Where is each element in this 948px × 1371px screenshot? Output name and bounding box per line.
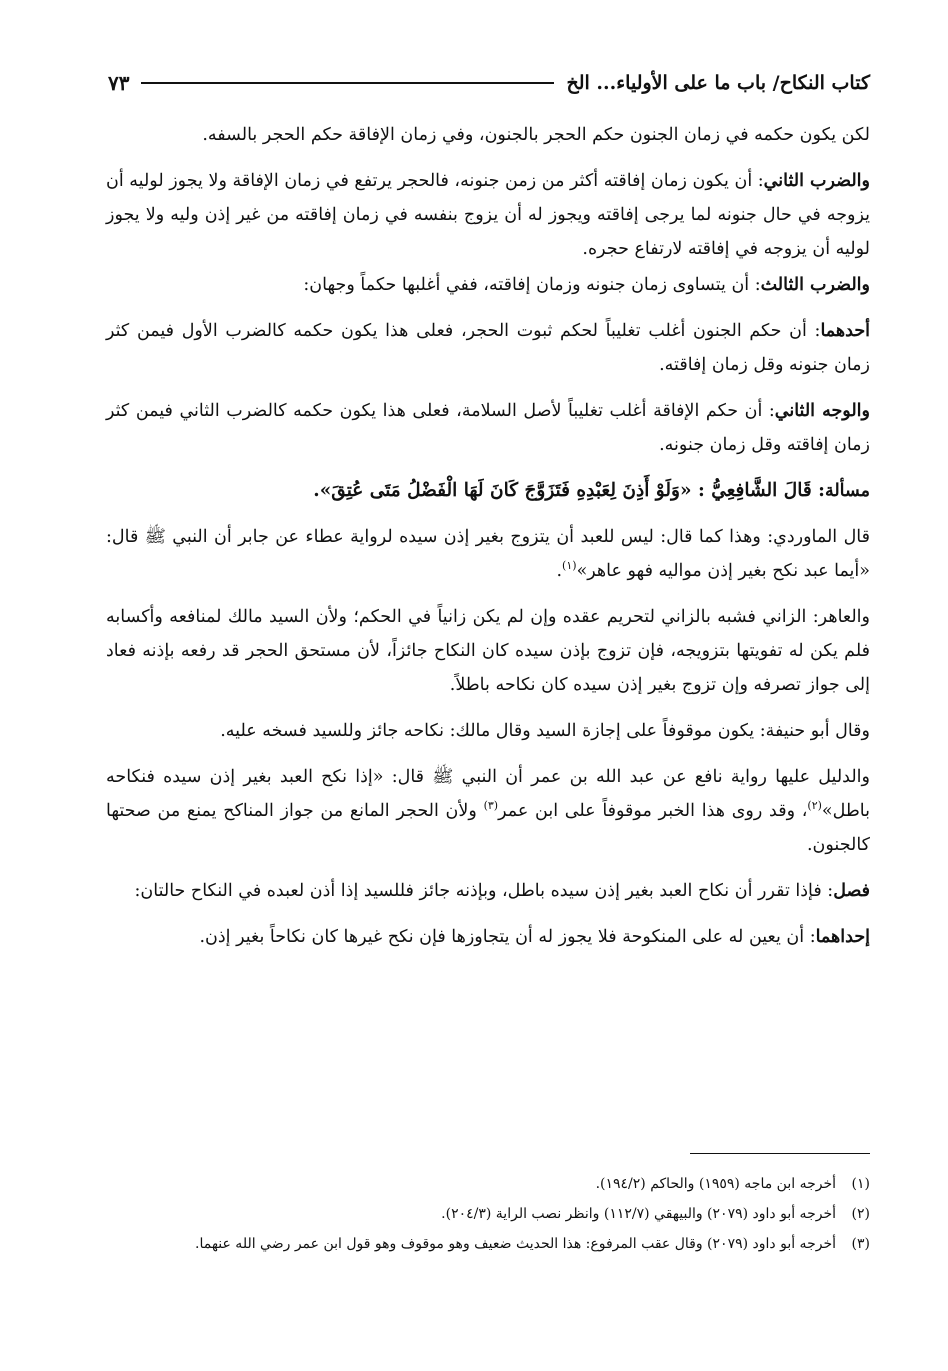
page-header [108,66,870,100]
paragraph-first-case [106,920,870,954]
paragraph-text: والدليل عليها رواية نافع عن عبد الله بن عمر أن النبي ﷺ قال: «إذا نكح العبد بغير إذن سيده فنكاحه باطل» [106,767,870,821]
footnote-ref-2: (٢) [807,799,822,813]
paragraph-text: : أن يتساوى زمان جنونه وزمان إفاقته، ففي أغلبها حكماً وجهان: [303,275,761,295]
paragraph-evidence [106,760,870,862]
running-title: كتاب النكاح/ باب ما على الأولياء... الخ [566,72,870,94]
paragraph-fasl [106,874,870,908]
paragraph-lead: فصل [833,881,870,901]
paragraph-text: : أن حكم الجنون أغلب تغليباً لحكم ثبوت الحجر، فعلى هذا يكون حكمه كالضرب الأول فيمن كثر زمان جنونه وقل زمان إفاقته. [106,321,870,375]
paragraph-lead: والوجه الثاني [774,401,870,421]
page-number: ٧٣ [108,71,130,95]
footnote-text: أخرجه ابن ماجه (١٩٥٩) والحاكم (١٩٤/٢). [595,1176,836,1192]
paragraph-first-view [106,314,870,382]
footnote-text: أخرجه أبو داود (٢٠٧٩) والبيهقي (١١٢/٧) وانظر نصب الراية (٢٠٤/٣). [441,1206,836,1222]
shafii-quote: : قَالَ الشَّافِعِيُّ : «وَلَوْ أَذِنَ لِعَبْدِهِ فَتَزَوَّجَ كَانَ لَهَا الْفَضْلُ مَتَى عُتِقَ». [313,480,825,501]
paragraph-text: قال الماوردي: وهذا كما قال: ليس للعبد أن يتزوج بغير إذن سيده لرواية عطاء عن جابر أن النبي ﷺ قال: «أيما عبد نكح بغير إذن مواليه فهو عاهر» [106,527,870,581]
paragraph-masala [106,474,870,508]
paragraph-text: : فإذا تقرر أن نكاح العبد بغير إذن سيده باطل، وبإذنه جائز فللسيد إذا أذن لعبده في النكاح حالتان: [134,881,834,901]
paragraph-text-end: . [556,561,563,581]
paragraph-text: وقال أبو حنيفة: يكون موقوفاً على إجازة السيد وقال مالك: نكاحه جائز وللسيد فسخه عليه. [220,721,870,741]
paragraph-lead: أحدهما [820,321,870,341]
paragraph-lead: مسألة [824,481,870,501]
footnote-item [106,1200,870,1228]
footnote-text: أخرجه أبو داود (٢٠٧٩) وقال عقب المرفوع: هذا الحديث ضعيف وهو موقوف وهو قول ابن عمر رضي الله عنهما. [195,1236,836,1252]
paragraph-aahir [106,600,870,702]
paragraph-text: ، وقد روى هذا الخبر موقوفاً على ابن عمر [498,801,808,821]
paragraph-text: : أن يعين له على المنكوحة فلا يجوز له أن يتجاوزها فإن نكح غيرها كان نكاحاً بغير إذن. [199,927,816,947]
footnote-number: (١) [851,1176,870,1192]
footnotes [106,1170,870,1260]
footnote-ref-1: (١) [562,559,577,573]
footnote-item [106,1230,870,1258]
footnote-separator [690,1153,870,1154]
paragraph-text: ولأن الحجر المانع من جواز المناكح يمنع من صحتها كالجنون. [106,801,870,855]
paragraph-lead: والضرب الثاني [763,171,870,191]
paragraph-second-type [106,164,870,266]
paragraph-third-type [106,268,870,302]
header-rule [141,82,554,84]
footnote-number: (٢) [851,1206,870,1222]
paragraph-second-view [106,394,870,462]
paragraph-continuation [106,118,870,152]
paragraph-lead: إحداهما [815,927,870,947]
paragraph-text: لكن يكون حكمه في زمان الجنون حكم الحجر بالجنون، وفي زمان الإفاقة حكم الحجر بالسفه. [202,125,870,145]
footnote-item [106,1170,870,1198]
paragraph-mawardi [106,520,870,588]
footnote-ref-3: (٣) [483,799,499,813]
main-text [106,118,870,966]
paragraph-lead: والضرب الثالث [760,275,870,295]
paragraph-text: : أن حكم الإفاقة أغلب تغليباً لأصل السلامة، فعلى هذا يكون حكمه كالضرب الثاني فيمن كثر زمان إفاقته وقل زمان جنونه. [106,401,870,455]
paragraph-abu-hanifa [106,714,870,748]
paragraph-text: : أن يكون زمان إفاقته أكثر من زمن جنونه، فالحجر يرتفع في زمان الإفاقة ولا يجوز لوليه أن يزوجه في حال جنونه لما يرجى إفاقته ويجوز له أن يزوج بنفسه في زمان إفاقته من غير إذن وليه ولا يجوز لوليه أن يزوجه في إفاقته لارتفاع حجره. [106,171,870,259]
footnote-number: (٣) [851,1236,870,1252]
paragraph-text: والعاهر: الزاني فشبه بالزاني لتحريم عقده وإن لم يكن زانياً في الحكم؛ ولأن السيد مالك لمنافعه وأكسابه فلم يكن له تفويتها بتزويجه، فإن تزوج بإذن سيده كان النكاح جائزاً، لأن مستحق الحجر قد رفعه بإذنه فعاد إلى جواز تصرفه وإن تزوج بغير إذن سيده كان نكاحه باطلاً. [106,607,870,695]
